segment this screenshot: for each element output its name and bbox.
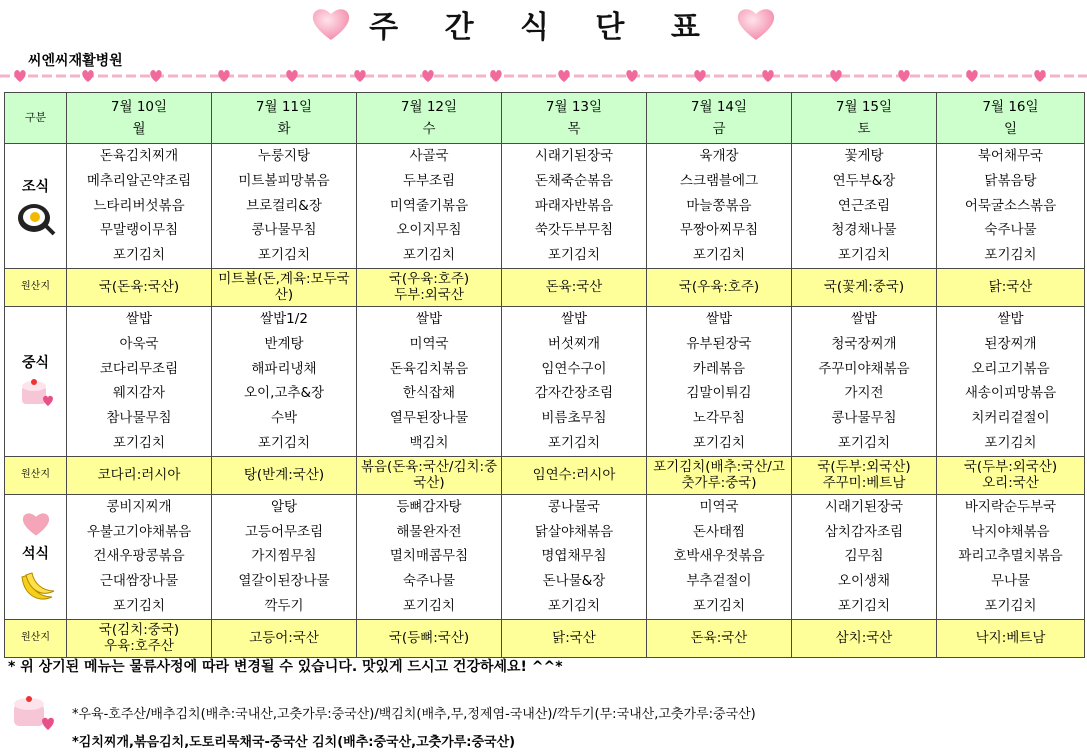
menu-item: 코다리무조림 xyxy=(99,360,179,377)
menu-item: 꽃게탕 xyxy=(844,148,884,164)
menu-item: 파래자반볶음 xyxy=(534,197,614,214)
menu-item: 포기김치 xyxy=(112,434,166,451)
menu-item: 쌀밥 xyxy=(997,310,1024,327)
menu-cell xyxy=(792,306,937,456)
menu-item: 멸치매콤무침 xyxy=(389,548,469,565)
menu-item: 청국장찌개 xyxy=(831,335,897,352)
menu-item: 돈사태찜 xyxy=(692,523,746,540)
heart-icon xyxy=(311,6,351,42)
meal-label-lunch xyxy=(5,306,67,456)
menu-item: 브로컬리&장 xyxy=(246,197,322,214)
menu-item: 카레볶음 xyxy=(692,360,746,377)
menu-item: 오이생채 xyxy=(837,573,891,590)
day-weekday: 일 xyxy=(1003,121,1018,137)
day-weekday: 월 xyxy=(132,121,146,137)
meal-label-breakfast xyxy=(5,144,67,269)
menu-item: 포기김치 xyxy=(547,434,601,451)
menu-cell xyxy=(502,494,647,619)
menu-cell xyxy=(792,144,937,269)
menu-item: 포기김치 xyxy=(402,597,456,614)
origin-label: 원산지 xyxy=(5,268,67,306)
origin-cell: 볶음(돈육:국산/김치:중국산) xyxy=(357,456,502,494)
origin-cell: 돈육:국산 xyxy=(647,619,792,657)
menu-item: 두부조림 xyxy=(402,172,456,189)
heart-icon xyxy=(286,70,297,82)
cake-icon xyxy=(6,690,56,734)
origin-cell: 낙지:베트남 xyxy=(937,619,1085,657)
menu-item: 임연수구이 xyxy=(541,360,607,377)
origin-cell: 국(우육:호주) 두부:외국산 xyxy=(357,268,502,306)
menu-item: 우불고기야채볶음 xyxy=(86,523,192,540)
menu-cell xyxy=(67,144,212,269)
menu-item: 연근조림 xyxy=(837,197,891,214)
menu-item: 돈채죽순볶음 xyxy=(534,172,614,189)
menu-item: 포기김치 xyxy=(112,247,166,264)
day-date: 7월 14일 xyxy=(690,99,748,115)
menu-item: 육개장 xyxy=(699,148,739,164)
menu-cell xyxy=(937,144,1085,269)
menu-item: 비름초무침 xyxy=(541,410,607,427)
banana-icon xyxy=(16,567,56,607)
origin-cell: 국(꽃게:중국) xyxy=(792,268,937,306)
menu-item: 포기김치 xyxy=(984,247,1037,264)
menu-item: 포기김치 xyxy=(547,247,601,264)
menu-item: 숙주나물 xyxy=(984,222,1037,239)
menu-item: 콩나물국 xyxy=(547,498,601,515)
menu-item: 포기김치 xyxy=(837,247,891,264)
menu-item: 메추리알곤약조림 xyxy=(86,172,192,189)
heart-icon xyxy=(736,6,776,42)
menu-item: 버섯찌개 xyxy=(547,335,601,352)
menu-item: 사골국 xyxy=(409,148,449,164)
menu-item: 삼치감자조림 xyxy=(824,523,904,540)
menu-item: 콩나물무침 xyxy=(251,222,317,239)
menu-item: 오이지무침 xyxy=(396,222,462,239)
day-date: 7월 15일 xyxy=(835,99,893,115)
origin-label: 원산지 xyxy=(5,456,67,494)
menu-item: 쌀밥 xyxy=(125,310,153,327)
heart-icon xyxy=(830,70,841,82)
menu-item: 미트볼피망볶음 xyxy=(238,172,330,189)
origin-cell: 코다리:러시아 xyxy=(67,456,212,494)
menu-cell xyxy=(502,144,647,269)
menu-item: 주꾸미야채볶음 xyxy=(818,360,910,377)
heart-icon xyxy=(422,70,433,82)
menu-item: 한식잡채 xyxy=(402,385,456,402)
day-header xyxy=(212,93,357,144)
day-header xyxy=(502,93,647,144)
menu-item: 김무침 xyxy=(844,548,884,565)
origin-cell: 미트볼(돈,계육:모두국산) xyxy=(212,268,357,306)
day-header xyxy=(647,93,792,144)
menu-item: 북어채무국 xyxy=(977,148,1044,164)
header-label: 구분 xyxy=(5,93,67,144)
origin-cell: 임연수:러시아 xyxy=(502,456,647,494)
heart-icon xyxy=(150,70,161,82)
menu-item: 근대쌈장나물 xyxy=(99,573,179,590)
origin-cell: 탕(반계:국산) xyxy=(212,456,357,494)
day-date: 7월 12일 xyxy=(400,99,458,115)
menu-cell xyxy=(647,306,792,456)
menu-cell xyxy=(212,494,357,619)
menu-cell xyxy=(647,144,792,269)
menu-cell xyxy=(67,494,212,619)
menu-item: 쌀밥 xyxy=(560,310,588,327)
menu-item: 김말이튀김 xyxy=(686,385,752,402)
heart-icon xyxy=(762,70,773,82)
origin-cell: 삼치:국산 xyxy=(792,619,937,657)
heart-icon xyxy=(626,70,637,82)
heart-icon xyxy=(694,70,705,82)
menu-item: 포기김치 xyxy=(692,247,746,264)
menu-cell xyxy=(212,144,357,269)
heart-icon xyxy=(21,511,51,537)
menu-item: 미역국 xyxy=(699,498,739,515)
menu-item: 쌀밥 xyxy=(705,310,733,327)
menu-item: 쌀밥 xyxy=(415,310,443,327)
menu-item: 반계탕 xyxy=(264,335,304,352)
hospital-name: 씨엔씨재활병원 xyxy=(28,53,123,69)
menu-item: 느타리버섯볶음 xyxy=(93,197,185,214)
origin-cell: 국(등뼈:국산) xyxy=(357,619,502,657)
menu-item: 어묵굴소스볶음 xyxy=(964,197,1057,214)
menu-item: 숙주나물 xyxy=(402,573,456,590)
menu-item: 고등어무조림 xyxy=(244,523,324,540)
origin-cell: 국(우육:호주) xyxy=(647,268,792,306)
heart-icon xyxy=(490,70,501,82)
cake-icon xyxy=(16,376,56,410)
menu-item: 열무된장나물 xyxy=(389,410,469,427)
menu-item: 수박 xyxy=(270,410,298,427)
menu-cell xyxy=(357,144,502,269)
heart-icon xyxy=(354,70,365,82)
heart-icon xyxy=(1034,70,1045,82)
menu-item: 청경채나물 xyxy=(831,222,897,239)
menu-item: 호박새우젓볶음 xyxy=(673,548,765,565)
meal-label-dinner xyxy=(5,494,67,619)
origin-cell: 국(두부:외국산) 오리:국산 xyxy=(937,456,1085,494)
menu-item: 돈육김치볶음 xyxy=(389,360,469,377)
menu-item: 해물완자전 xyxy=(396,523,462,540)
day-date: 7월 10일 xyxy=(110,99,168,115)
menu-cell xyxy=(502,306,647,456)
day-date: 7월 13일 xyxy=(545,99,603,115)
notice-text: * 위 상기된 메뉴는 물류사정에 따라 변경될 수 있습니다. 맛있게 드시고 건강하세요! ^^* xyxy=(8,659,563,675)
menu-item: 열갈이된장나물 xyxy=(238,573,330,590)
day-header xyxy=(357,93,502,144)
menu-item: 치커리겉절이 xyxy=(971,410,1050,427)
menu-item: 해파리냉채 xyxy=(251,360,317,377)
menu-item: 포기김치 xyxy=(257,434,311,451)
menu-item: 부추겉절이 xyxy=(686,573,752,590)
menu-cell xyxy=(67,306,212,456)
menu-item: 누룽지탕 xyxy=(257,148,311,164)
menu-item: 유부된장국 xyxy=(686,335,752,352)
origin-cell: 고등어:국산 xyxy=(212,619,357,657)
menu-item: 등뼈감자탕 xyxy=(396,498,462,515)
meal-name: 중식 xyxy=(21,355,50,372)
day-weekday: 토 xyxy=(857,121,871,137)
menu-item: 닭살야채볶음 xyxy=(534,523,614,540)
menu-item: 포기김치 xyxy=(112,597,166,614)
menu-item: 낙지야채볶음 xyxy=(971,523,1050,540)
fried-egg-icon xyxy=(16,200,56,236)
menu-item: 포기김치 xyxy=(257,247,311,264)
origin-cell: 국(김치:중국) 우육:호주산 xyxy=(67,619,212,657)
menu-item: 꽈리고추멸치볶음 xyxy=(958,548,1063,565)
menu-item: 쑥갓두부무침 xyxy=(534,222,614,239)
menu-item: 포기김치 xyxy=(984,597,1037,614)
menu-cell xyxy=(212,306,357,456)
menu-item: 무짱아찌무침 xyxy=(679,222,759,239)
menu-item: 깍두기 xyxy=(264,597,304,614)
menu-item: 미역국 xyxy=(409,335,449,352)
heart-icon xyxy=(82,70,93,82)
menu-item: 콩비지찌개 xyxy=(106,498,172,515)
menu-item: 가지찜무침 xyxy=(251,548,317,565)
origin-note: *우육-호주산/배추김치(배추:국내산,고춧가루:중국산)/백김치(배추,무,정제염-국내산)/깍두기(무:국내산,고춧가루:중국산) xyxy=(72,707,756,722)
menu-item: 포기김치 xyxy=(402,247,456,264)
page-title: 주 간 식 단 표 xyxy=(369,10,718,45)
heart-icon xyxy=(558,70,569,82)
menu-cell xyxy=(357,494,502,619)
menu-item: 오이,고추&장 xyxy=(243,385,325,402)
menu-item: 포기김치 xyxy=(984,434,1037,451)
meal-name: 석식 xyxy=(21,545,50,562)
menu-item: 돈육김치찌개 xyxy=(99,148,179,164)
day-date: 7월 16일 xyxy=(982,99,1039,115)
menu-item: 백김치 xyxy=(409,434,449,451)
menu-cell xyxy=(792,494,937,619)
menu-item: 시래기된장국 xyxy=(534,148,614,164)
menu-cell xyxy=(937,306,1085,456)
day-weekday: 목 xyxy=(567,121,581,137)
day-weekday: 화 xyxy=(277,121,291,137)
menu-cell xyxy=(937,494,1085,619)
menu-item: 무나물 xyxy=(990,573,1031,590)
origin-cell: 닭:국산 xyxy=(502,619,647,657)
origin-cell: 돈육:국산 xyxy=(502,268,647,306)
menu-item: 쌀밥 xyxy=(850,310,878,327)
menu-item: 시래기된장국 xyxy=(824,498,904,515)
menu-item: 포기김치 xyxy=(692,597,746,614)
menu-item: 미역줄기볶음 xyxy=(389,197,469,214)
day-date: 7월 11일 xyxy=(255,99,313,115)
origin-cell: 국(두부:외국산) 주꾸미:베트남 xyxy=(792,456,937,494)
menu-item: 포기김치 xyxy=(837,597,891,614)
origin-label: 원산지 xyxy=(5,619,67,657)
menu-cell xyxy=(647,494,792,619)
origin-cell: 국(돈육:국산) xyxy=(67,268,212,306)
menu-item: 오리고기볶음 xyxy=(971,360,1050,377)
menu-item: 닭볶음탕 xyxy=(984,172,1037,189)
menu-item: 건새우팡콩볶음 xyxy=(93,548,185,565)
day-header xyxy=(67,93,212,144)
menu-item: 된장찌개 xyxy=(984,335,1037,352)
day-weekday: 수 xyxy=(422,121,436,137)
menu-item: 쌀밥1/2 xyxy=(260,310,308,327)
heart-ribbon-divider xyxy=(0,68,1087,84)
heart-icon xyxy=(14,70,25,82)
heart-icon xyxy=(966,70,977,82)
menu-item: 아욱국 xyxy=(119,335,159,352)
menu-item: 포기김치 xyxy=(692,434,746,451)
origin-cell: 포기김치(배추:국산/고춧가루:중국) xyxy=(647,456,792,494)
day-weekday: 금 xyxy=(712,121,726,137)
menu-item: 명엽채무침 xyxy=(541,548,607,565)
menu-item: 알탕 xyxy=(270,498,298,515)
menu-item: 웨지감자 xyxy=(112,385,166,402)
menu-item: 참나물무침 xyxy=(106,410,172,427)
menu-item: 연두부&장 xyxy=(832,172,896,189)
menu-item: 감자간장조림 xyxy=(534,385,614,402)
menu-item: 스크램블에그 xyxy=(679,172,759,189)
meal-name: 조식 xyxy=(21,178,50,195)
menu-item: 가지전 xyxy=(844,385,884,402)
menu-item: 콩나물무침 xyxy=(831,410,897,427)
menu-item: 바지락순두부국 xyxy=(964,498,1057,515)
heart-icon xyxy=(218,70,229,82)
menu-item: 돈나물&장 xyxy=(542,573,606,590)
menu-item: 마늘쫑볶음 xyxy=(686,197,752,214)
weekly-menu-table xyxy=(4,92,1085,658)
menu-item: 포기김치 xyxy=(547,597,601,614)
origin-cell: 닭:국산 xyxy=(937,268,1085,306)
menu-item: 새송이피망볶음 xyxy=(964,385,1057,402)
heart-icon xyxy=(898,70,909,82)
day-header xyxy=(792,93,937,144)
origin-note: *김치찌개,볶음김치,도토리묵채국-중국산 김치(배추:중국산,고춧가루:중국산) xyxy=(72,735,516,750)
day-header xyxy=(937,93,1085,144)
menu-item: 포기김치 xyxy=(837,434,891,451)
menu-item: 노각무침 xyxy=(692,410,746,427)
menu-item: 무말랭이무침 xyxy=(99,222,179,239)
title-bar xyxy=(0,0,1087,48)
menu-cell xyxy=(357,306,502,456)
